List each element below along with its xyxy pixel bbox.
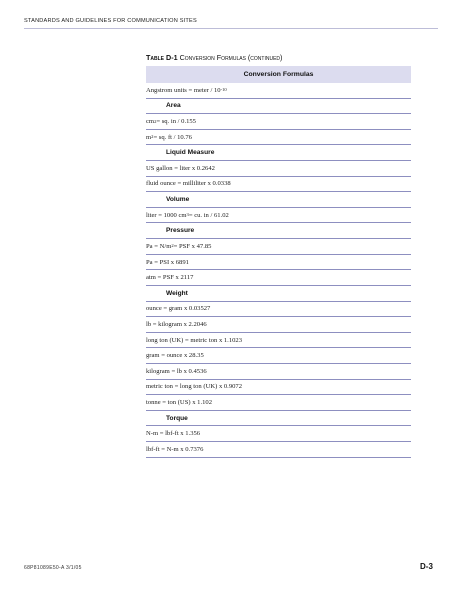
formula-text: lb = kilogram x 2.2046 [146, 320, 207, 328]
table-row: liter = 1000 cm 3 = cu. in / 61.02 [146, 208, 411, 224]
table-caption-number: Table D-1 [146, 53, 178, 62]
table-row: m 2 = sq. ft / 10.76 [146, 130, 411, 146]
running-header: STANDARDS AND GUIDELINES FOR COMMUNICATION SITES [24, 18, 197, 24]
formula-text: long ton (UK) = metric ton x 1.1023 [146, 336, 243, 344]
formula-text: metric ton = long ton (UK) x 0.9072 [146, 383, 243, 391]
table-row [146, 395, 411, 411]
section-label: Volume [166, 196, 190, 204]
table-row [146, 177, 411, 193]
section-label: Torque [166, 414, 188, 422]
formula-tail: = PSF x 47.85 [173, 242, 212, 250]
header-rule [24, 28, 438, 29]
table-row [146, 270, 411, 286]
formula-text: kilogram = lb x 0.4536 [146, 367, 207, 375]
formula-text: ounce = gram x 0.03527 [146, 305, 211, 313]
table-caption-title: Conversion Formulas (continued) [179, 53, 283, 62]
table-row [146, 348, 411, 364]
table-section-heading [146, 99, 411, 115]
table-section-heading [146, 411, 411, 427]
table-row: Pa = N/m 2 = PSF x 47.85 [146, 239, 411, 255]
table-row [146, 302, 411, 318]
formula-text: atm = PSF x 2117 [146, 274, 194, 282]
table-row [146, 317, 411, 333]
formula-text: m [146, 133, 152, 141]
formula-text: fluid ounce = milliliter x 0.0338 [146, 180, 231, 188]
footer-page-number: D-3 [420, 562, 433, 571]
table-section-heading [146, 286, 411, 302]
table-row: Angstrom units = meter / 10 -10 [146, 83, 411, 99]
section-label: Liquid Measure [166, 149, 215, 157]
section-label: Weight [166, 289, 188, 297]
table-row [146, 333, 411, 349]
formula-text: Pa = PSI x 6891 [146, 258, 189, 266]
section-label: Area [166, 102, 181, 110]
table-caption [146, 53, 282, 62]
formula-text: US gallon = liter x 0.2642 [146, 164, 215, 172]
table-row [146, 442, 411, 458]
table-body [146, 83, 411, 458]
formula-tail: = sq. ft / 10.76 [153, 133, 192, 141]
formula-tail: = sq. in / 0.155 [156, 118, 196, 126]
table-row [146, 161, 411, 177]
table-section-heading [146, 192, 411, 208]
section-label: Pressure [166, 227, 195, 235]
formula-tail: = cu. in / 61.02 [188, 211, 229, 219]
table-row [146, 255, 411, 271]
table-column-header: Conversion Formulas [146, 66, 411, 83]
table-row [146, 380, 411, 396]
table-section-heading [146, 223, 411, 239]
formula-text: liter = 1000 cm [146, 211, 187, 219]
formula-text: Angstrom units = meter / 10 [146, 86, 221, 94]
formula-text: tonne = ton (US) x 1.102 [146, 398, 212, 406]
formula-text: Pa = N/m [146, 242, 172, 250]
formula-text: N-m = lbf-ft x 1.356 [146, 430, 201, 438]
formula-text: cm [146, 118, 155, 126]
table-row [146, 364, 411, 380]
formula-text: lbf-ft = N-m x 0.7376 [146, 445, 204, 453]
table-row: cm 2 = sq. in / 0.155 [146, 114, 411, 130]
table-row [146, 426, 411, 442]
conversion-table [146, 66, 411, 458]
table-section-heading [146, 145, 411, 161]
formula-text: gram = ounce x 28.35 [146, 352, 204, 360]
footer-doc-id: 68P81089E50-A 3/1/05 [24, 565, 82, 571]
